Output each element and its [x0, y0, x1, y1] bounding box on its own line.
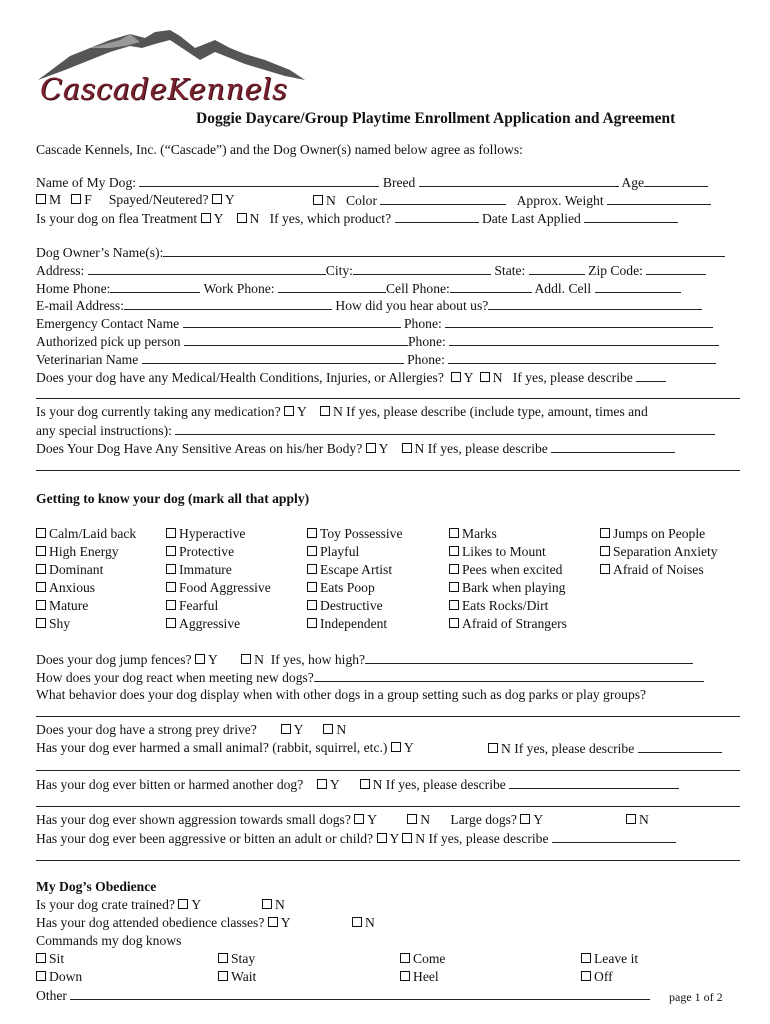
other-row [36, 987, 650, 1004]
spayed-no-label: N [326, 193, 336, 208]
fences-yes-label: Y [207, 652, 218, 667]
sensitive-yes-label: Y [378, 441, 388, 456]
medical-describe-label: If yes, please describe [512, 370, 633, 385]
trait-checkbox[interactable] [307, 528, 317, 538]
trait-checkbox[interactable] [307, 546, 317, 556]
meet-field[interactable] [314, 669, 704, 682]
medical-question: Does your dog have any Medical/Health Conditions, Injuries, or Allergies? [36, 370, 444, 385]
sensitive-describe-field[interactable] [551, 440, 675, 453]
zip-field[interactable] [646, 262, 706, 275]
pickup-phone-label: Phone: [408, 334, 446, 349]
trait-item[interactable] [307, 525, 403, 543]
flea-no-label: N [249, 211, 260, 226]
bitten-no-label: N [372, 777, 383, 792]
weight-field[interactable] [607, 192, 711, 205]
intro-text: Cascade Kennels, Inc. (“Cascade”) and the Dog Owner(s) named below agree as follows: [36, 142, 523, 157]
age-label: Age [621, 175, 645, 190]
work-phone-field[interactable] [278, 280, 386, 293]
flea-no-checkbox[interactable] [237, 213, 247, 223]
sensitive-yes-checkbox[interactable] [366, 443, 376, 453]
emergency-phone-field[interactable] [445, 315, 713, 328]
trait-label: Marks [462, 526, 497, 541]
medical-describe-line[interactable] [36, 398, 740, 399]
special-instructions-field[interactable] [175, 422, 715, 435]
command-label: Leave it [594, 951, 639, 966]
how-high-field[interactable] [365, 651, 693, 664]
command-checkbox[interactable] [36, 971, 46, 981]
trait-label: Independent [320, 616, 388, 631]
work-phone-label: Work Phone: [203, 281, 275, 296]
trait-item[interactable] [449, 561, 567, 579]
email-row [36, 297, 702, 314]
group-row [36, 687, 646, 703]
prey-question: Does your dog have a strong prey drive? [36, 722, 257, 737]
vet-field[interactable] [142, 351, 404, 364]
trait-label: Destructive [320, 598, 383, 613]
emergency-field[interactable] [183, 315, 401, 328]
medication-yes-checkbox[interactable] [284, 406, 294, 416]
female-label: F [84, 192, 92, 207]
harmed-row [36, 740, 414, 756]
command-item[interactable] [36, 951, 64, 967]
fences-yes-checkbox[interactable] [195, 654, 205, 664]
spayed-yes-checkbox[interactable] [212, 194, 222, 204]
harmed-yes-checkbox[interactable] [391, 742, 401, 752]
commands-label: Commands my dog knows [36, 933, 182, 948]
bitten-yes-label: Y [329, 777, 340, 792]
command-label: Come [413, 951, 446, 966]
classes-yes-label: Y [280, 915, 291, 930]
vet-phone-label: Phone: [407, 352, 445, 367]
command-label: Stay [231, 951, 256, 966]
trait-checkbox[interactable] [449, 564, 459, 574]
fences-no-checkbox[interactable] [241, 654, 251, 664]
harmed-no-checkbox[interactable] [488, 743, 498, 753]
traits-col-3 [307, 525, 403, 633]
flea-row [36, 210, 678, 227]
trait-label: Fearful [179, 598, 219, 613]
hear-about-field[interactable] [488, 297, 702, 310]
command-checkbox[interactable] [36, 953, 46, 963]
date-applied-field[interactable] [584, 210, 678, 223]
classes-no [352, 915, 375, 931]
trait-item[interactable] [307, 597, 403, 615]
classes-no-checkbox[interactable] [352, 917, 362, 927]
fences-no-label: N [254, 652, 264, 667]
sensitive-describe-line[interactable] [36, 470, 740, 471]
medication-question: Is your dog currently taking any medication? [36, 404, 281, 419]
trait-checkbox[interactable] [449, 582, 459, 592]
trait-item[interactable] [166, 525, 271, 543]
trait-item[interactable] [449, 579, 567, 597]
crate-question: Is your dog crate trained? [36, 897, 175, 912]
product-label: If yes, which product? [269, 211, 392, 226]
trait-label: Escape Artist [320, 562, 393, 577]
weight-label: Approx. Weight [516, 193, 604, 208]
spayed-no-checkbox[interactable] [313, 195, 323, 205]
cell-phone-field[interactable] [450, 280, 532, 293]
large-dogs-yes-label: Y [533, 812, 544, 827]
meet-question: How does your dog react when meeting new dogs? [36, 670, 314, 685]
group-question: What behavior does your dog display when with other dogs in a group setting such as dog parks or play groups? [36, 687, 647, 702]
crate-yes-label: Y [191, 897, 202, 912]
trait-item[interactable] [36, 597, 136, 615]
flea-yes-checkbox[interactable] [201, 213, 211, 223]
bitten-row [36, 776, 679, 793]
trait-checkbox[interactable] [307, 600, 317, 610]
sensitive-row [36, 440, 675, 457]
trait-item[interactable] [166, 597, 271, 615]
male-checkbox[interactable] [36, 194, 46, 204]
other-field[interactable] [70, 987, 650, 1000]
trait-item[interactable] [307, 543, 403, 561]
bitten-yes-checkbox[interactable] [317, 779, 327, 789]
state-label: State: [494, 263, 526, 278]
prey-no-label: N [336, 722, 347, 737]
special-row [36, 422, 715, 439]
adult-yes-checkbox[interactable] [377, 833, 387, 843]
page-title: Doggie Daycare/Group Playtime Enrollment Application and Agreement [196, 110, 676, 127]
trait-item[interactable] [449, 597, 567, 615]
trait-checkbox[interactable] [449, 600, 459, 610]
medical-describe-field[interactable] [636, 369, 666, 382]
harmed-question: Has your dog ever harmed a small animal? (rabbit, squirrel, etc.) [36, 740, 388, 755]
harmed-describe-label: If yes, please describe [514, 741, 635, 756]
command-label: Wait [231, 969, 257, 984]
trait-checkbox[interactable] [166, 600, 176, 610]
trait-label: Eats Rocks/Dirt [462, 598, 549, 613]
breed-label: Breed [382, 175, 416, 190]
adult-yes-label: Y [389, 831, 399, 846]
trait-checkbox[interactable] [36, 618, 46, 628]
sensitive-question: Does Your Dog Have Any Sensitive Areas on his/her Body? [36, 441, 363, 456]
medical-no-checkbox[interactable] [480, 372, 490, 382]
color-label: Color [346, 193, 377, 208]
adult-describe-line[interactable] [36, 860, 740, 861]
large-dogs-no-label: N [639, 812, 649, 827]
trait-label: Dominant [49, 562, 104, 577]
harmed-describe-line[interactable] [36, 770, 740, 771]
trait-label: Afraid of Strangers [462, 616, 567, 631]
command-checkbox[interactable] [400, 953, 410, 963]
bitten-describe-line[interactable] [36, 806, 740, 807]
trait-label: Protective [179, 544, 235, 559]
trait-item[interactable] [600, 561, 718, 579]
trait-item[interactable] [36, 579, 136, 597]
command-checkbox[interactable] [400, 971, 410, 981]
trait-label: Bark when playing [462, 580, 566, 595]
emergency-label: Emergency Contact Name [36, 316, 180, 331]
trait-label: Jumps on People [613, 526, 706, 541]
trait-label: Playful [320, 544, 360, 559]
command-label: Off [594, 969, 613, 984]
trait-checkbox[interactable] [600, 546, 610, 556]
female-checkbox[interactable] [71, 194, 81, 204]
classes-question: Has your dog attended obedience classes? [36, 915, 265, 930]
addl-cell-label: Addl. Cell [534, 281, 592, 296]
trait-checkbox[interactable] [36, 582, 46, 592]
trait-item[interactable] [449, 525, 567, 543]
trait-checkbox[interactable] [36, 546, 46, 556]
trait-label: Eats Poop [320, 580, 375, 595]
spayed-no-color-row [313, 192, 711, 209]
medical-row [36, 369, 666, 386]
color-field[interactable] [380, 192, 506, 205]
phones-row [36, 280, 681, 297]
pickup-phone-field[interactable] [449, 333, 719, 346]
logo [30, 18, 310, 113]
flea-yes-label: Y [213, 211, 223, 226]
state-field[interactable] [529, 262, 585, 275]
home-phone-label: Home Phone: [36, 281, 111, 296]
trait-checkbox[interactable] [600, 564, 610, 574]
pickup-row [36, 333, 719, 350]
dog-name-field[interactable] [139, 174, 379, 187]
spayed-label: Spayed/Neutered? [108, 192, 209, 207]
trait-item[interactable] [36, 525, 136, 543]
medical-no-label: N [492, 370, 503, 385]
aggression-small-row [36, 812, 543, 828]
medical-yes-checkbox[interactable] [451, 372, 461, 382]
trait-item[interactable] [36, 615, 136, 633]
fences-question: Does your dog jump fences? [36, 652, 192, 667]
flea-label: Is your dog on flea Treatment [36, 211, 198, 226]
trait-item[interactable] [307, 579, 403, 597]
medical-yes-label: Y [463, 370, 473, 385]
male-label: M [49, 192, 62, 207]
harmed-describe-field[interactable] [638, 740, 722, 753]
harmed-no-label: N [501, 741, 511, 756]
zip-label: Zip Code: [588, 263, 643, 278]
crate-row [36, 897, 201, 913]
city-label: City: [325, 263, 353, 278]
aggression-small-yes-checkbox[interactable] [354, 814, 364, 824]
owner-names-row [36, 244, 725, 261]
emergency-row [36, 315, 713, 332]
command-item[interactable] [36, 969, 82, 985]
vet-phone-field[interactable] [448, 351, 716, 364]
classes-yes-checkbox[interactable] [268, 917, 278, 927]
trait-label: Shy [49, 616, 71, 631]
adult-row [36, 830, 676, 847]
adult-describe-label: If yes, please describe [428, 831, 549, 846]
date-applied-label: Date Last Applied [481, 211, 581, 226]
adult-question: Has your dog ever been aggressive or bitten an adult or child? [36, 831, 374, 846]
medication-no-checkbox[interactable] [320, 406, 330, 416]
command-checkbox[interactable] [218, 953, 228, 963]
trait-label: Afraid of Noises [613, 562, 704, 577]
adult-describe-field[interactable] [552, 830, 676, 843]
home-phone-field[interactable] [110, 280, 200, 293]
trait-checkbox[interactable] [449, 546, 459, 556]
trait-checkbox[interactable] [166, 582, 176, 592]
bitten-describe-label: If yes, please describe [385, 777, 506, 792]
medication-no-label: N [332, 404, 343, 419]
traits-col-5 [600, 525, 718, 579]
address-field[interactable] [88, 262, 326, 275]
trait-item[interactable] [307, 615, 403, 633]
trait-checkbox[interactable] [36, 528, 46, 538]
harmed-no-row [488, 740, 722, 757]
traits-col-1 [36, 525, 136, 633]
pickup-field[interactable] [184, 333, 408, 346]
other-label: Other [36, 988, 67, 1003]
aggression-small-no-label: N [420, 812, 431, 827]
trait-label: Immature [179, 562, 232, 577]
trait-checkbox[interactable] [36, 564, 46, 574]
large-dogs-no-checkbox[interactable] [626, 814, 636, 824]
command-checkbox[interactable] [581, 953, 591, 963]
cell-phone-label: Cell Phone: [385, 281, 450, 296]
group-answer-line[interactable] [36, 716, 740, 717]
large-dogs-label: Large dogs? [450, 812, 517, 827]
trait-checkbox[interactable] [166, 528, 176, 538]
trait-checkbox[interactable] [449, 528, 459, 538]
trait-label: Calm/Laid back [49, 526, 137, 541]
traits-col-2 [166, 525, 271, 633]
vet-label: Veterinarian Name [36, 352, 139, 367]
command-label: Down [49, 969, 83, 984]
city-field[interactable] [353, 262, 491, 275]
command-checkbox[interactable] [218, 971, 228, 981]
command-item[interactable] [400, 951, 445, 967]
command-label: Heel [413, 969, 439, 984]
large-dogs-no [626, 812, 649, 828]
fences-row [36, 651, 693, 668]
trait-item[interactable] [166, 615, 271, 633]
trait-item[interactable] [166, 579, 271, 597]
spayed-yes-label: Y [224, 192, 235, 207]
crate-no-label: N [275, 897, 285, 912]
aggression-small-no-checkbox[interactable] [407, 814, 417, 824]
medication-describe-label: If yes, please describe (include type, amount, times and [346, 404, 648, 419]
trait-label: Food Aggressive [179, 580, 271, 595]
meet-row [36, 669, 704, 686]
emergency-phone-label: Phone: [404, 316, 442, 331]
trait-checkbox[interactable] [166, 618, 176, 628]
command-item[interactable] [218, 951, 255, 967]
trait-label: Aggressive [179, 616, 241, 631]
logo-text: CascadeKennels [40, 72, 288, 106]
command-item[interactable] [218, 969, 256, 985]
classes-no-label: N [365, 915, 375, 930]
command-item[interactable] [400, 969, 439, 985]
dog-name-label: Name of My Dog: [36, 175, 137, 190]
trait-label: Toy Possessive [320, 526, 403, 541]
getting-to-know-heading: Getting to know your dog (mark all that apply) [36, 491, 310, 506]
age-field[interactable] [644, 174, 708, 187]
bitten-no-checkbox[interactable] [360, 779, 370, 789]
bitten-describe-field[interactable] [509, 776, 679, 789]
prey-yes-label: Y [293, 722, 303, 737]
trait-item[interactable] [307, 561, 403, 579]
large-dogs-yes-checkbox[interactable] [520, 814, 530, 824]
trait-checkbox[interactable] [307, 564, 317, 574]
addl-cell-field[interactable] [595, 280, 681, 293]
aggression-small-yes-label: Y [367, 812, 377, 827]
sensitive-no-checkbox[interactable] [402, 443, 412, 453]
trait-checkbox[interactable] [36, 600, 46, 610]
address-label: Address: [36, 263, 85, 278]
medication-yes-label: Y [297, 404, 307, 419]
trait-label: Hyperactive [179, 526, 246, 541]
crate-no-checkbox[interactable] [262, 899, 272, 909]
trait-label: Separation Anxiety [613, 544, 718, 559]
trait-item[interactable] [166, 561, 271, 579]
trait-item[interactable] [36, 543, 136, 561]
trait-item[interactable] [166, 543, 271, 561]
trait-checkbox[interactable] [307, 582, 317, 592]
trait-item[interactable] [449, 543, 567, 561]
page-number: page 1 of 2 [669, 990, 723, 1004]
trait-item[interactable] [36, 561, 136, 579]
sex-row [36, 192, 235, 208]
command-checkbox[interactable] [581, 971, 591, 981]
trait-checkbox[interactable] [307, 618, 317, 628]
hear-about-label: How did you hear about us? [335, 298, 489, 313]
command-label: Sit [49, 951, 65, 966]
crate-no [262, 897, 285, 913]
trait-item[interactable] [600, 525, 718, 543]
trait-item[interactable] [600, 543, 718, 561]
pickup-label: Authorized pick up person [36, 334, 181, 349]
medication-row [36, 404, 648, 420]
trait-label: Likes to Mount [462, 544, 546, 559]
sensitive-no-label: N [414, 441, 425, 456]
harmed-yes-label: Y [403, 740, 414, 755]
how-high-label: If yes, how high? [270, 652, 366, 667]
prey-yes-checkbox[interactable] [281, 724, 291, 734]
prey-row [36, 722, 346, 738]
sensitive-describe-label: If yes, please describe [427, 441, 548, 456]
address-row [36, 262, 706, 279]
adult-no-checkbox[interactable] [402, 833, 412, 843]
trait-checkbox[interactable] [600, 528, 610, 538]
obedience-heading: My Dog’s Obedience [36, 879, 157, 894]
trait-item[interactable] [449, 615, 567, 633]
email-field[interactable] [124, 297, 332, 310]
trait-label: Mature [49, 598, 89, 613]
trait-checkbox[interactable] [166, 546, 176, 556]
aggression-small-question: Has your dog ever shown aggression towards small dogs? [36, 812, 351, 827]
prey-no-checkbox[interactable] [323, 724, 333, 734]
owner-names-label: Dog Owner’s Name(s): [36, 245, 164, 260]
adult-no-label: N [415, 831, 426, 846]
traits-col-4 [449, 525, 567, 633]
trait-label: Anxious [49, 580, 96, 595]
trait-checkbox[interactable] [449, 618, 459, 628]
trait-checkbox[interactable] [166, 564, 176, 574]
product-field[interactable] [395, 210, 479, 223]
classes-row [36, 915, 291, 931]
email-label: E-mail Address: [36, 298, 124, 313]
breed-field[interactable] [419, 174, 619, 187]
bitten-question: Has your dog ever bitten or harmed another dog? [36, 777, 304, 792]
command-item[interactable] [581, 951, 638, 967]
vet-row [36, 351, 716, 368]
special-instructions-label: any special instructions): [36, 423, 172, 438]
command-item[interactable] [581, 969, 613, 985]
dog-name-row [36, 174, 708, 191]
crate-yes-checkbox[interactable] [178, 899, 188, 909]
trait-label: High Energy [49, 544, 119, 559]
owner-names-field[interactable] [163, 244, 725, 257]
trait-label: Pees when excited [462, 562, 563, 577]
